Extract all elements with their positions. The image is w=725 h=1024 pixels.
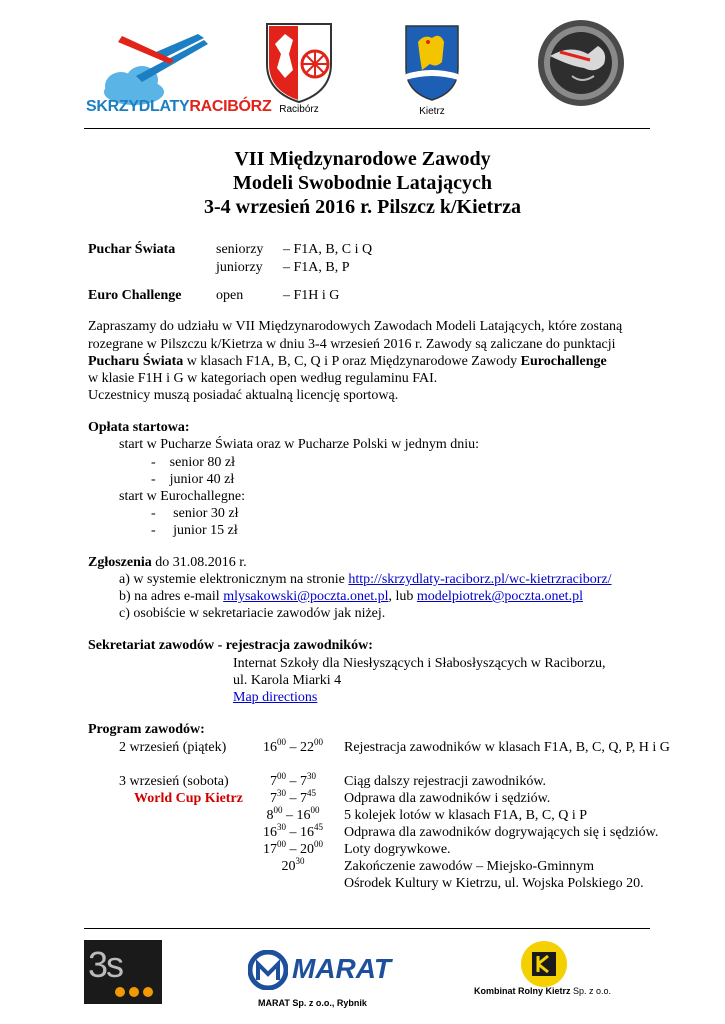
fee-euro-line: start w Eurochallegne:: [119, 489, 245, 504]
program-time-sep: –: [286, 774, 300, 789]
program-time-m1: 00: [277, 771, 286, 781]
program-time-h2: 20: [300, 842, 314, 857]
seniors-label: seniorzy: [216, 242, 264, 257]
program-time-m1: 00: [277, 737, 286, 747]
juniors-label: juniorzy: [216, 260, 263, 275]
program-time-h1: 16: [263, 740, 277, 755]
secretariat-heading: Sekretariat zawodów - rejestracja zawodników:: [88, 638, 373, 653]
kietrz-caption: Kietrz: [419, 106, 445, 117]
map-directions-link[interactable]: Map directions: [233, 690, 318, 705]
secretariat-line-2: ul. Karola Miarki 4: [233, 673, 342, 688]
kombinat-caption-bold: Kombinat Rolny Kietrz: [474, 986, 571, 996]
program-description: Loty dogrywkowe.: [344, 842, 451, 857]
logo-text-skrzydlaty: SKRZYDLATY: [86, 98, 190, 115]
kombinat-emblem-icon: [520, 940, 568, 988]
program-description: Zakończenie zawodów – Miejsko-Gminnym: [344, 859, 594, 874]
orange-dots-icon: [114, 984, 158, 1000]
program-time-m2: 00: [310, 805, 320, 815]
program-time-m2: 45: [314, 822, 323, 832]
program-time: [258, 739, 328, 756]
program-last-line: Ośrodek Kultury w Kietrzu, ul. Wojska Polskiego 20.: [344, 876, 644, 891]
program-description: Ciąg dalszy rejestracji zawodników.: [344, 774, 547, 789]
3s-logo-text: 3s: [88, 944, 123, 985]
kombinat-caption-rest: Sp. z o.o.: [570, 986, 612, 996]
registration-a-text: a) w systemie elektronicznym na stronie: [119, 572, 349, 587]
intro-line-3: [88, 353, 607, 370]
kombinat-rolny-logo: [520, 940, 568, 988]
intro-line-5: Uczestnicy muszą posiadać aktualną licencję sportową.: [88, 388, 399, 403]
open-label: open: [216, 288, 244, 303]
marat-emblem-icon: [248, 950, 288, 990]
program-time-m2: 00: [314, 737, 323, 747]
world-cup-kietrz-label: World Cup Kietrz: [134, 791, 243, 806]
email-link-modelpiotrek[interactable]: modelpiotrek@poczta.onet.pl: [416, 589, 583, 604]
juniors-value: – F1A, B, P: [283, 260, 350, 275]
fee-wc-line: start w Pucharze Świata oraz w Pucharze Polski w jednym dniu:: [119, 437, 480, 452]
footer-divider: [84, 928, 650, 929]
program-time-h2: 22: [300, 740, 314, 755]
program-time-h2: 16: [300, 825, 314, 840]
program-description: Odprawa dla zawodników dogrywających się i sędziów.: [344, 825, 659, 840]
title-line-1: VII Międzynarodowe Zawody: [234, 148, 491, 170]
program-time: [258, 773, 328, 790]
title-line-2: Modeli Swobodnie Latających: [233, 172, 492, 194]
fee-heading: Opłata startowa:: [88, 420, 190, 435]
program-time-m2: 45: [307, 788, 316, 798]
registration-heading: Zgłoszenia: [88, 555, 152, 570]
program-day-2: 3 wrzesień (sobota): [119, 774, 229, 789]
registration-c: c) osobiście w sekretariacie zawodów jak niżej.: [119, 606, 386, 621]
raciborz-coat-of-arms: [263, 20, 335, 120]
program-time-h2: 7: [300, 774, 307, 789]
program-time-sep: –: [286, 842, 300, 857]
program-time-h1: 17: [263, 842, 277, 857]
intro-line-1: Zapraszamy do udziału w VII Międzynarodowych Zawodach Modeli Latających, które zostaną: [88, 319, 623, 334]
program-description: Odprawa dla zawodników i sędziów.: [344, 791, 551, 806]
marat-logo-text: MARAT: [292, 953, 392, 984]
registration-b-text: b) na adres e-mail: [119, 589, 224, 604]
program-time-sep: –: [282, 808, 297, 823]
program-time: [258, 858, 328, 875]
eagle-icon: [536, 18, 626, 108]
marat-caption: MARAT Sp. z o.o., Rybnik: [258, 998, 367, 1008]
fee-wc-senior: - senior 80 zł: [151, 455, 235, 470]
logo-text-raciborz: RACIBÓRZ: [189, 98, 272, 115]
kietrz-shield-icon: [402, 22, 462, 102]
intro-line-4: w klasie F1H i G w kategoriach open według regulaminu FAI.: [88, 371, 438, 386]
program-time-h2: 16: [296, 808, 311, 823]
program-time-h1: 16: [263, 825, 277, 840]
program-time-m2: 00: [314, 839, 323, 849]
program-time: [258, 841, 328, 858]
program-heading: Program zawodów:: [88, 722, 205, 737]
email-link-mlysakowski[interactable]: mlysakowski@poczta.onet.pl: [223, 589, 389, 604]
fee-wc-junior: - junior 40 zł: [151, 472, 235, 487]
title-line-3: 3-4 wrzesień 2016 r. Pilszcz k/Kietrza: [204, 196, 521, 218]
eagle-badge-logo: [536, 18, 626, 108]
secretariat-line-1: Internat Szkoły dla Niesłyszących i Słabosłyszących w Raciborzu,: [233, 656, 606, 671]
program-time-m2: 30: [307, 771, 316, 781]
header-divider: [84, 128, 650, 129]
raciborz-caption: Racibórz: [279, 104, 319, 115]
registration-deadline: do 31.08.2016 r.: [151, 555, 247, 570]
intro-line-2: rozegrane w Pilszczu k/Kietrza w dniu 3-4 wrzesień 2016 r. Zawody są zaliczane do punktacji: [88, 337, 616, 352]
program-time-h1: 7: [270, 791, 277, 806]
program-time-sep: –: [286, 791, 300, 806]
program-time-h1: 7: [270, 774, 277, 789]
kombinat-caption: [474, 986, 611, 996]
puchar-label: Puchar Świata: [88, 242, 176, 257]
raciborz-shield-icon: [263, 20, 335, 104]
intro-line-3-rest: w klasach F1A, B, C, Q i P oraz Międzynarodowe Zawody: [183, 354, 521, 369]
skrzydlaty-raciborz-logo: [86, 14, 272, 124]
eurochallenge-bold: Eurochallenge: [520, 354, 607, 369]
open-value: – F1H i G: [283, 288, 340, 303]
program-time-m1: 30: [295, 856, 305, 866]
registration-website-link[interactable]: http://skrzydlaty-raciborz.pl/wc-kietrzraciborz/: [348, 572, 612, 587]
fee-euro-junior: - junior 15 zł: [151, 523, 238, 538]
program-time-m1: 00: [273, 805, 283, 815]
puchar-swiata-bold: Pucharu Świata: [88, 354, 184, 369]
registration-heading-line: [88, 554, 247, 571]
program-description: 5 kolejek lotów w klasach F1A, B, C, Q i P: [344, 808, 588, 823]
registration-b: [119, 588, 583, 605]
program-day-1: 2 wrzesień (piątek): [119, 740, 227, 755]
seniors-value: – F1A, B, C i Q: [283, 242, 373, 257]
program-time-h2: 7: [300, 791, 307, 806]
3s-logo: [84, 940, 162, 1004]
program-time-h1: 8: [266, 808, 274, 823]
kietrz-coat-of-arms: [402, 22, 462, 120]
program-description: Rejestracja zawodników w klasach F1A, B, C, Q, P, H i G: [344, 740, 670, 755]
program-time-h1: 20: [281, 859, 296, 874]
program-time-sep: –: [286, 825, 300, 840]
euro-label: Euro Challenge: [88, 288, 182, 303]
program-time-m1: 00: [277, 839, 286, 849]
program-time-m1: 30: [277, 822, 286, 832]
program-time-m1: 30: [277, 788, 286, 798]
fee-euro-senior: - senior 30 zł: [151, 506, 239, 521]
registration-a: [119, 571, 612, 588]
program-time-sep: –: [286, 740, 300, 755]
registration-b-mid: , lub: [388, 589, 417, 604]
marat-logo: [248, 948, 392, 992]
